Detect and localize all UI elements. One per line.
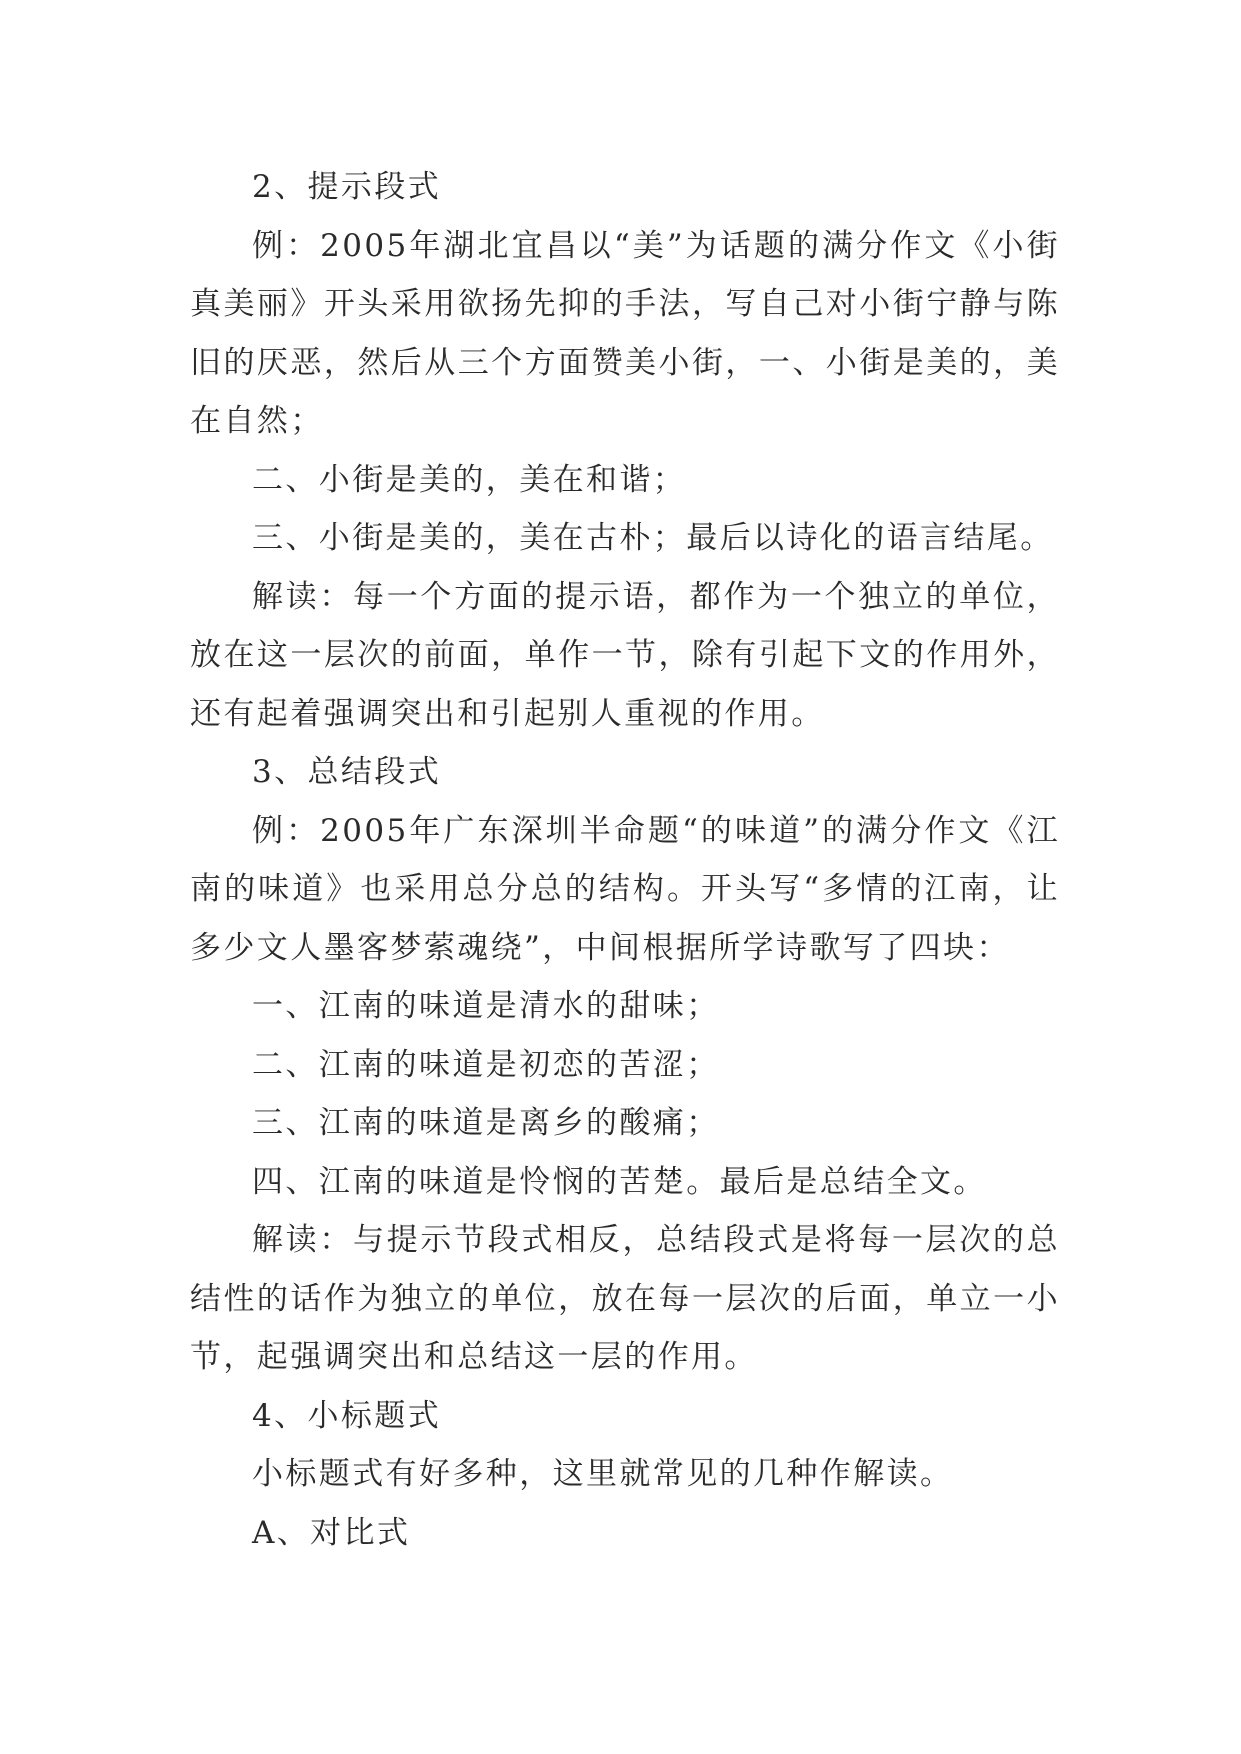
list-item: 四、江南的味道是怜悯的苦楚。最后是总结全文。 [252, 1163, 987, 1200]
document-body [190, 158, 1060, 1562]
analysis-paragraph: 解读：每一个方面的提示语，都作为一个独立的单位，放在这一层次的前面，单作一节，除有引起下文的作用外，还有起着强调突出和引起别人重视的作用。 [190, 578, 1060, 732]
list-item: 三、江南的味道是离乡的酸痛； [252, 1105, 720, 1141]
analysis-paragraph: 解读：与提示节段式相反，总结段式是将每一层次的总结性的话作为独立的单位，放在每一层次的后面，单立一小节，起强调突出和总结这一层的作用。 [190, 1222, 1060, 1375]
example-paragraph: 例：2005年湖北宜昌以“美”为话题的满分作文《小街真美丽》开头采用欲扬先抑的手法，写自己对小街宁静与陈旧的厌恶，然后从三个方面赞美小街，一、小街是美的，美在自然； [190, 227, 1060, 439]
list-item: 三、小街是美的，美在古朴；最后以诗化的语言结尾。 [252, 520, 1054, 556]
list-item: 二、江南的味道是初恋的苦涩； [252, 1046, 720, 1083]
section-heading-2: 2、提示段式 [252, 169, 442, 205]
section-heading-4: 4、小标题式 [252, 1397, 442, 1434]
example-paragraph: 例：2005年广东深圳半命题“的味道”的满分作文《江南的味道》也采用总分总的结构。开头写“多情的江南，让多少文人墨客梦萦魂绕”，中间根据所学诗歌写了四块： [190, 812, 1060, 966]
list-item: 二、小街是美的，美在和谐； [252, 461, 687, 498]
section-heading-3: 3、总结段式 [252, 754, 442, 790]
body-paragraph: 小标题式有好多种，这里就常见的几种作解读。 [252, 1456, 954, 1492]
subsection-heading-a: A、对比式 [252, 1514, 411, 1551]
list-item: 一、江南的味道是清水的甜味； [252, 988, 720, 1024]
